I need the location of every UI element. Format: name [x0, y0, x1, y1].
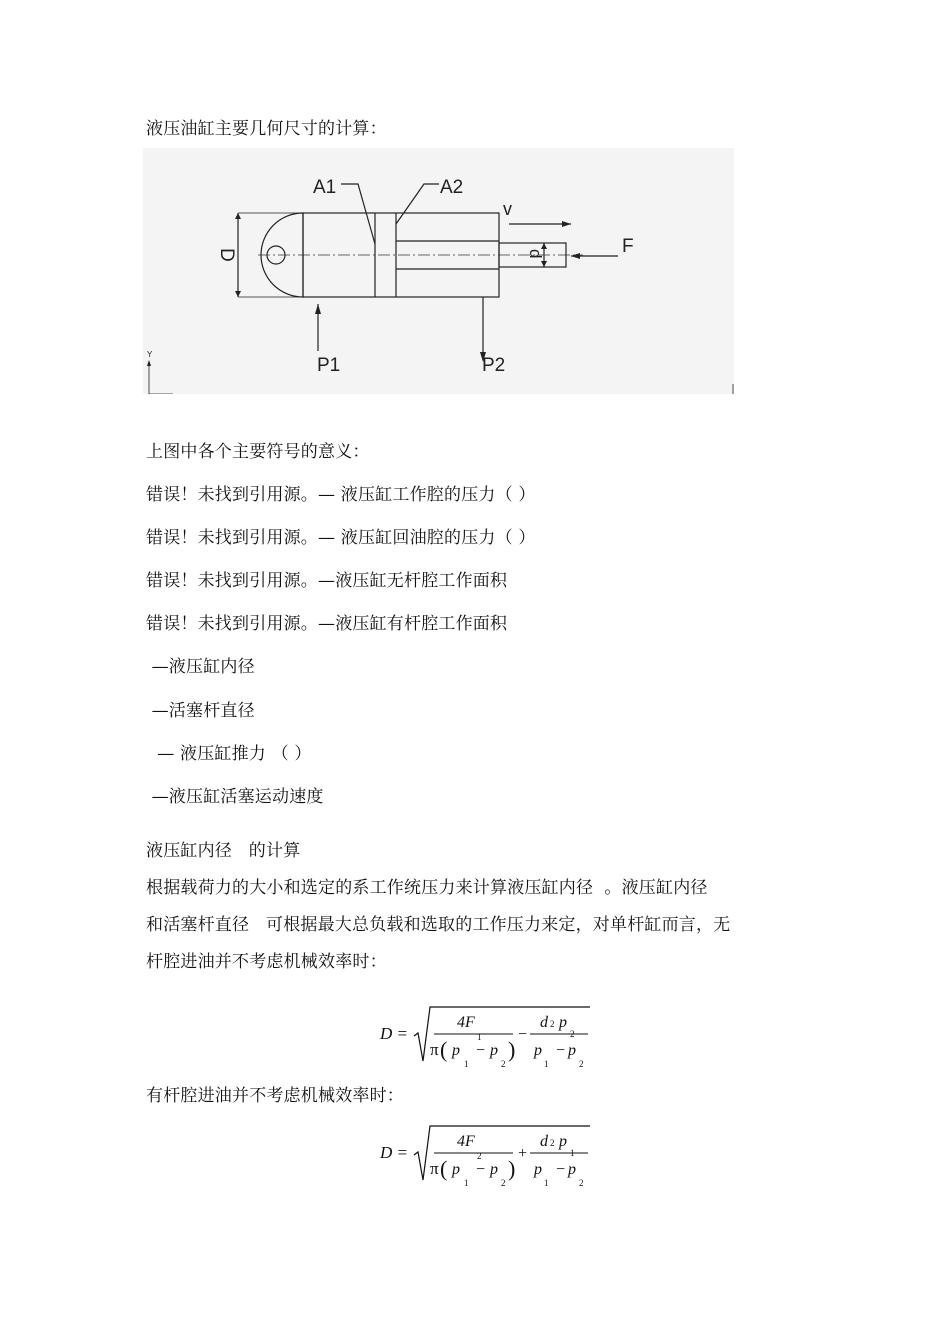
- svg-text:): ): [508, 1037, 516, 1062]
- svg-text:2: 2: [501, 1059, 506, 1069]
- symbol-item: —活塞杆直径: [146, 701, 255, 721]
- svg-text:p: p: [568, 1042, 576, 1059]
- svg-text:(: (: [440, 1156, 448, 1181]
- symbol-item: 错误！未找到引用源。—液压缸无杆腔工作面积: [146, 571, 508, 591]
- svg-text:−: −: [476, 1042, 486, 1059]
- svg-text:1: 1: [544, 1059, 549, 1069]
- svg-text:π: π: [430, 1040, 439, 1059]
- svg-text:2: 2: [477, 1151, 482, 1161]
- symbol-item: 错误！未找到引用源。—液压缸有杆腔工作面积: [146, 614, 508, 634]
- svg-text:d: d: [540, 1014, 548, 1031]
- svg-text:4F: 4F: [457, 1133, 475, 1150]
- svg-text:π: π: [430, 1159, 439, 1178]
- svg-text:2: 2: [550, 1138, 555, 1148]
- svg-text:1: 1: [544, 1178, 549, 1188]
- cylinder-drawing: [143, 148, 734, 394]
- svg-text:2: 2: [570, 1029, 575, 1039]
- symbol-item: —液压缸内径: [146, 657, 255, 677]
- svg-text:p: p: [452, 1042, 460, 1059]
- svg-text:1: 1: [464, 1059, 469, 1069]
- label-a2: A2: [440, 177, 464, 198]
- svg-text:): ): [508, 1156, 516, 1181]
- svg-text:p: p: [534, 1161, 542, 1178]
- formula-lhs: D =: [380, 1024, 408, 1043]
- label-f: F: [622, 236, 634, 257]
- label-d-bore: D: [216, 248, 237, 262]
- svg-text:d: d: [540, 1133, 548, 1150]
- svg-text:+: +: [518, 1145, 528, 1162]
- bore-formula-rodless: [378, 1003, 598, 1077]
- paragraph-line: 根据载荷力的大小和选定的系工作统压力来计算液压缸内径 。液压缸内径: [146, 878, 708, 898]
- symbol-item: —液压缸活塞运动速度: [146, 787, 324, 807]
- ucs-y-label: Y: [147, 350, 153, 359]
- formula-lhs: D =: [380, 1143, 408, 1162]
- svg-text:p: p: [452, 1161, 460, 1178]
- svg-text:−: −: [476, 1161, 486, 1178]
- symbol-item: — 液压缸推力 （ ）: [146, 744, 312, 764]
- document-title: 液压油缸主要几何尺寸的计算：: [146, 119, 387, 139]
- svg-text:p: p: [559, 1133, 567, 1150]
- svg-text:1: 1: [570, 1148, 575, 1158]
- svg-text:2: 2: [579, 1059, 584, 1069]
- label-p2: P2: [482, 355, 506, 376]
- svg-text:−: −: [556, 1042, 566, 1059]
- label-a1: A1: [313, 177, 337, 198]
- svg-text:p: p: [559, 1014, 567, 1031]
- label-d-rod: d: [526, 249, 545, 259]
- svg-text:2: 2: [501, 1178, 506, 1188]
- svg-text:p: p: [534, 1042, 542, 1059]
- symbols-heading: 上图中各个主要符号的意义：: [146, 442, 370, 462]
- svg-text:4F: 4F: [457, 1014, 475, 1031]
- label-p1: P1: [317, 355, 341, 376]
- hydraulic-cylinder-diagram: [143, 148, 734, 394]
- bore-formula-rod-side: [378, 1122, 598, 1196]
- section-title: 液压缸内径 的计算: [146, 841, 301, 861]
- symbol-item: 错误！未找到引用源。— 液压缸回油腔的压力（ ）: [146, 528, 536, 548]
- paragraph-line: 和活塞杆直径 可根据最大总负载和选取的工作压力来定，对单杆缸而言，无: [146, 915, 731, 935]
- svg-text:1: 1: [477, 1032, 482, 1042]
- label-v: v: [503, 199, 512, 219]
- svg-text:2: 2: [550, 1019, 555, 1029]
- svg-text:p: p: [568, 1161, 576, 1178]
- svg-text:−: −: [518, 1026, 528, 1043]
- svg-text:(: (: [440, 1037, 448, 1062]
- paragraph-line: 杆腔进油并不考虑机械效率时：: [146, 952, 387, 972]
- symbol-item: 错误！未找到引用源。— 液压缸工作腔的压力（ ）: [146, 485, 536, 505]
- svg-text:2: 2: [579, 1178, 584, 1188]
- svg-text:p: p: [490, 1161, 498, 1178]
- formula-intro: 有杆腔进油并不考虑机械效率时：: [146, 1086, 404, 1106]
- svg-text:1: 1: [464, 1178, 469, 1188]
- svg-text:−: −: [556, 1161, 566, 1178]
- svg-text:p: p: [490, 1042, 498, 1059]
